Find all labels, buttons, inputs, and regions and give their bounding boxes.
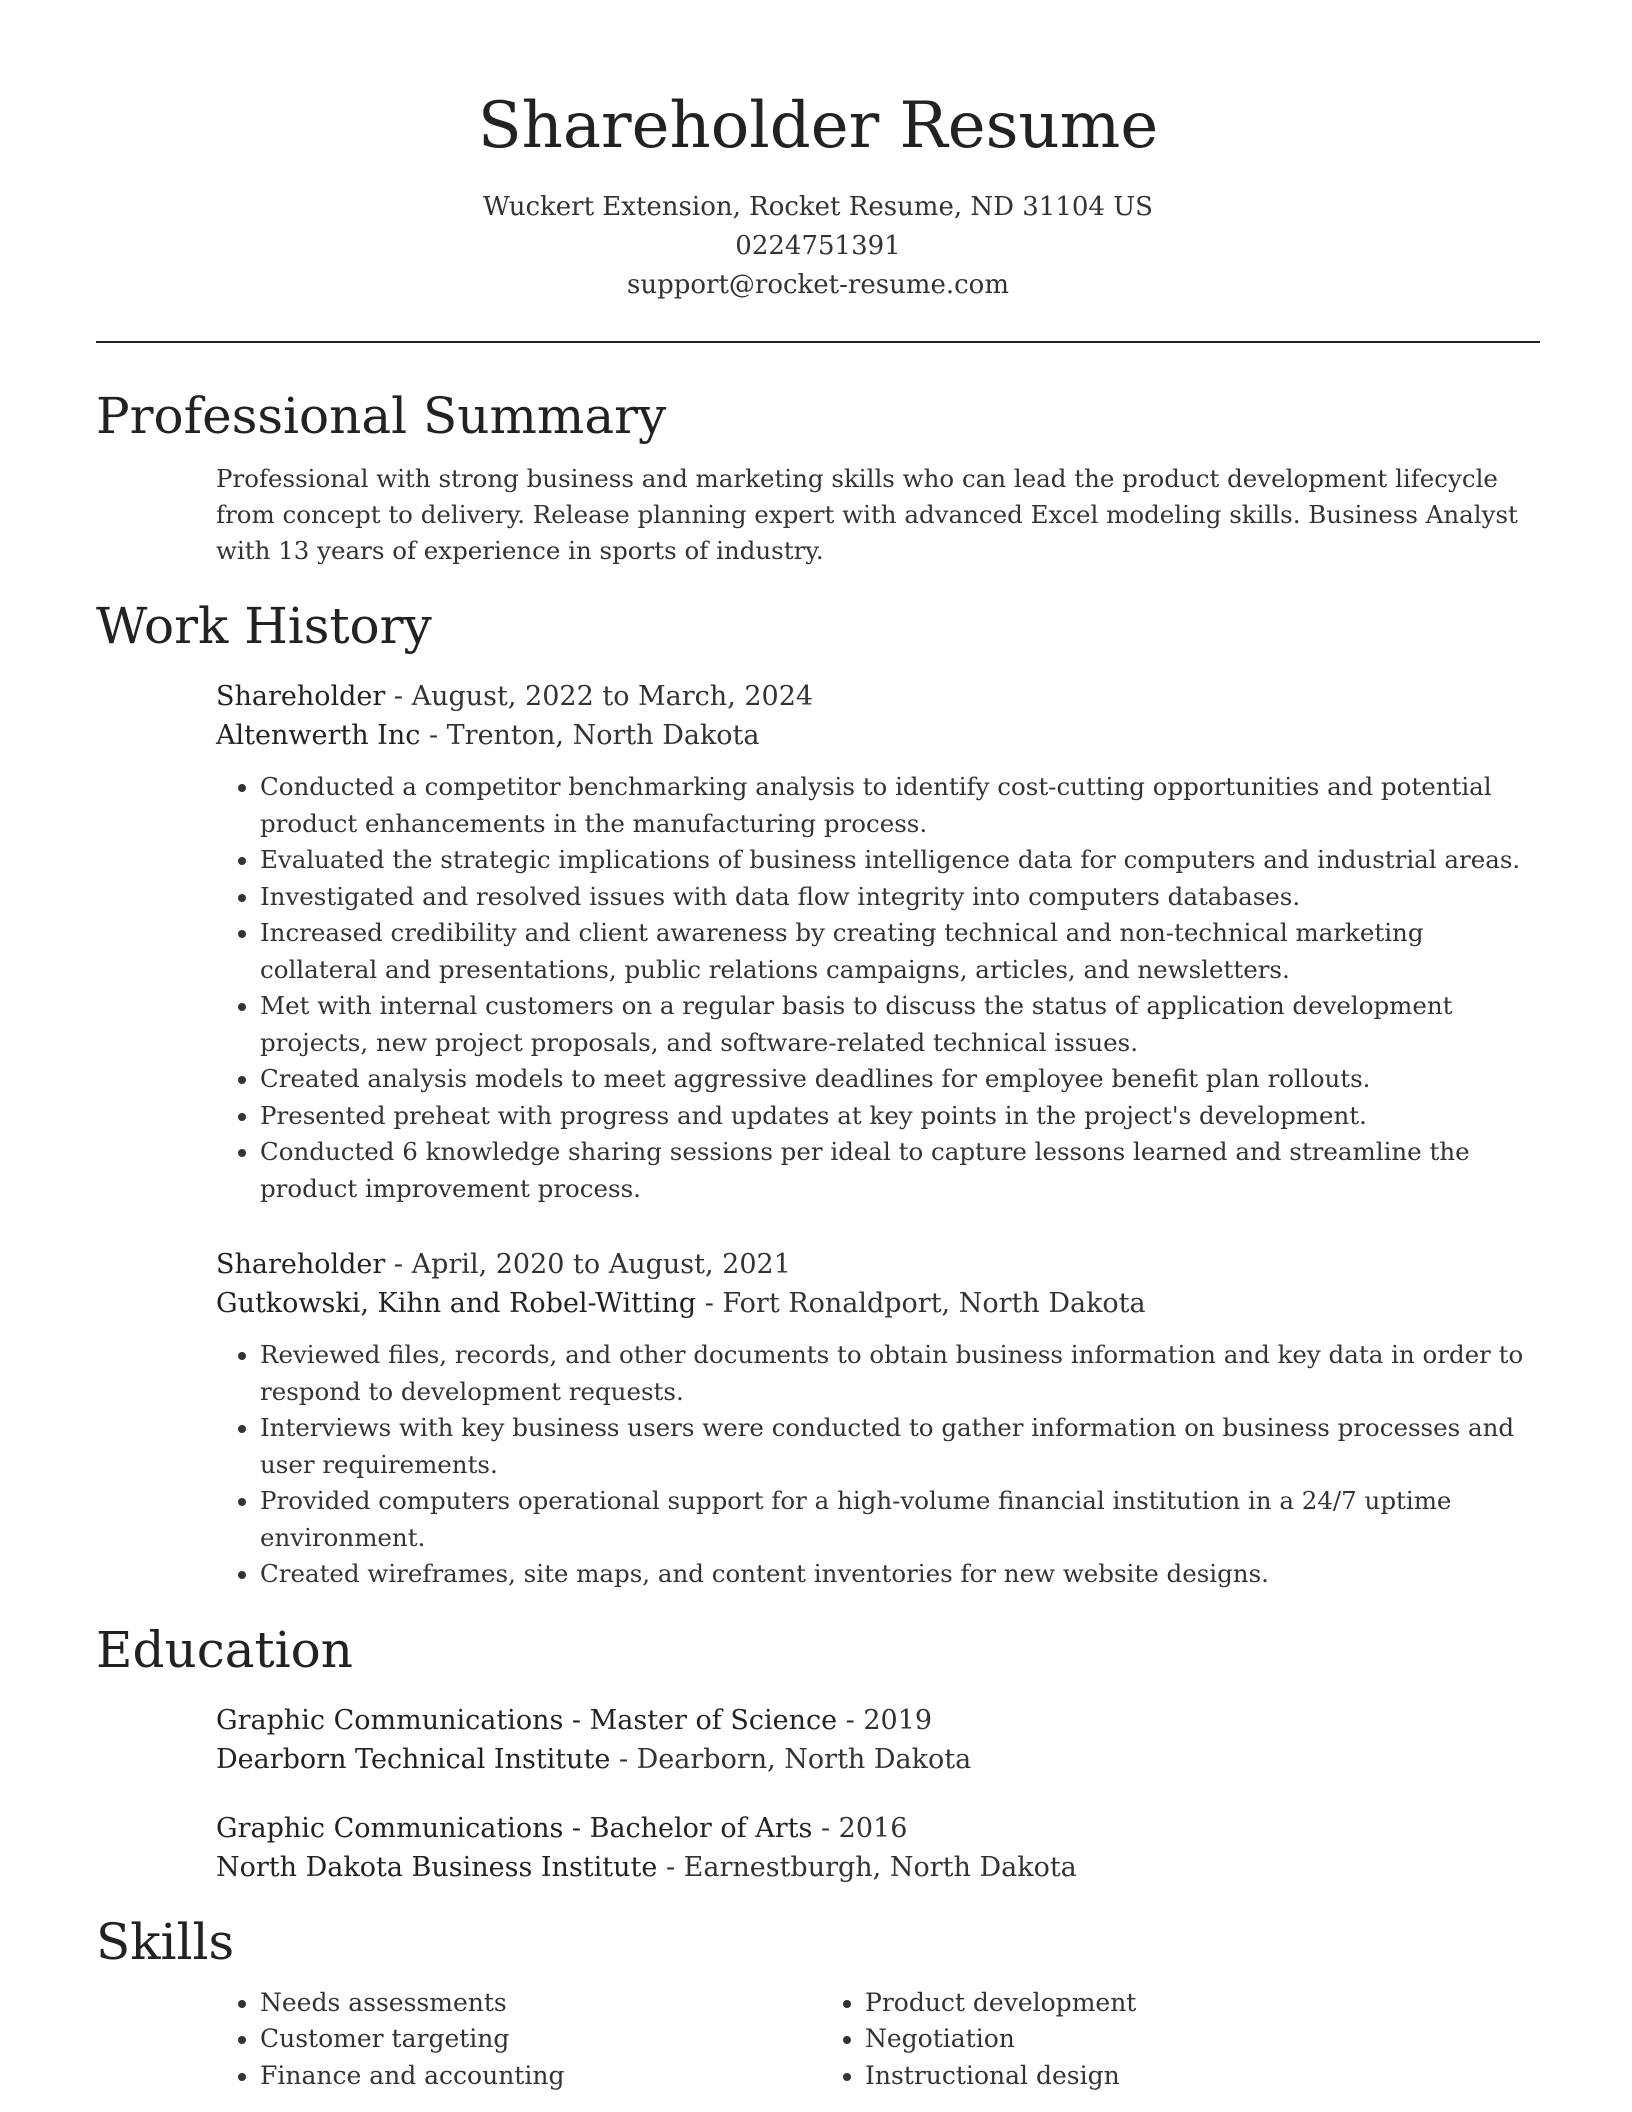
school-location: - Dearborn, North Dakota bbox=[610, 1743, 972, 1775]
list-item: • Provided computers operational support for a high-volume financial institution in a 24/7 uptime environment. bbox=[260, 1483, 1540, 1556]
list-item: • Finance and accounting bbox=[260, 2058, 821, 2095]
work-history-section bbox=[96, 595, 1540, 1593]
job-bullets bbox=[216, 1337, 1540, 1593]
job-company-line bbox=[216, 716, 1540, 755]
list-item: • Investigated and resolved issues with data flow integrity into computers databases. bbox=[260, 879, 1540, 916]
list-item: • Conducted a competitor benchmarking analysis to identify cost-cutting opportunities and potential product enhancements in the manufacturing process. bbox=[260, 769, 1540, 842]
degree-year: - 2016 bbox=[812, 1812, 908, 1844]
list-item: • Created analysis models to meet aggressive deadlines for employee benefit plan rollouts. bbox=[260, 1061, 1540, 1098]
education-entry bbox=[216, 1809, 1540, 1887]
job-entry bbox=[216, 677, 1540, 1207]
list-item: • Presented preheat with progress and updates at key points in the project's development. bbox=[260, 1098, 1540, 1135]
page-title: Shareholder Resume bbox=[477, 89, 1159, 163]
school-name: Dearborn Technical Institute bbox=[216, 1743, 611, 1775]
list-item: • Evaluated the strategic implications of business intelligence data for computers and industrial areas. bbox=[260, 842, 1540, 879]
work-history-heading: Work History bbox=[96, 597, 432, 655]
job-entry bbox=[216, 1245, 1540, 1593]
job-location: - Fort Ronaldport, North Dakota bbox=[696, 1288, 1146, 1319]
degree-name: Graphic Communications - Bachelor of Arts bbox=[216, 1812, 813, 1844]
education-entry bbox=[216, 1701, 1540, 1779]
education-heading: Education bbox=[96, 1620, 353, 1679]
job-dates: - April, 2020 to August, 2021 bbox=[385, 1249, 791, 1280]
skills-column-right bbox=[821, 1985, 1426, 2095]
list-item: • Created wireframes, site maps, and content inventories for new website designs. bbox=[260, 1556, 1540, 1593]
header-divider bbox=[96, 341, 1540, 343]
summary-section bbox=[96, 385, 1540, 569]
job-location: - Trenton, North Dakota bbox=[420, 720, 760, 751]
school-name: North Dakota Business Institute bbox=[216, 1851, 658, 1883]
skills-grid bbox=[216, 1985, 1540, 2095]
resume-page bbox=[96, 0, 1540, 2094]
job-company-line bbox=[216, 1284, 1540, 1323]
contact-info bbox=[96, 188, 1540, 305]
job-role: Shareholder bbox=[216, 1249, 386, 1280]
degree-year: - 2019 bbox=[837, 1704, 933, 1736]
skills-heading: Skills bbox=[96, 1912, 235, 1971]
skills-section bbox=[96, 1911, 1540, 2095]
job-title-line bbox=[216, 1245, 1540, 1284]
summary-text: Professional with strong business and marketing skills who can lead the product development lifecycle from concept to delivery. Release planning expert with advanced Excel modeling skills. Business Analyst with 13 years of experience in sports of industry. bbox=[216, 464, 1518, 565]
list-item: • Reviewed files, records, and other documents to obtain business information and key data in order to respond to development requests. bbox=[260, 1337, 1540, 1410]
degree-name: Graphic Communications - Master of Science bbox=[216, 1704, 838, 1736]
job-company: Altenwerth Inc bbox=[216, 720, 421, 751]
summary-heading: Professional Summary bbox=[96, 387, 667, 445]
email-text: support@rocket-resume.com bbox=[626, 270, 1009, 300]
degree-line bbox=[216, 1809, 1540, 1848]
job-bullets bbox=[216, 769, 1540, 1207]
degree-line bbox=[216, 1701, 1540, 1740]
resume-header bbox=[96, 0, 1540, 305]
list-item: • Interviews with key business users were conducted to gather information on business processes and user requirements. bbox=[260, 1410, 1540, 1483]
job-dates: - August, 2022 to March, 2024 bbox=[385, 681, 814, 712]
list-item: • Product development bbox=[865, 1985, 1426, 2022]
phone-text: 0224751391 bbox=[735, 231, 901, 261]
list-item: • Met with internal customers on a regular basis to discuss the status of application development projects, new project proposals, and software-related technical issues. bbox=[260, 988, 1540, 1061]
school-line bbox=[216, 1740, 1540, 1779]
list-item: • Negotiation bbox=[865, 2021, 1426, 2058]
job-company: Gutkowski, Kihn and Robel-Witting bbox=[216, 1288, 697, 1319]
list-item: • Customer targeting bbox=[260, 2021, 821, 2058]
school-location: - Earnestburgh, North Dakota bbox=[657, 1851, 1077, 1883]
list-item: • Instructional design bbox=[865, 2058, 1426, 2095]
school-line bbox=[216, 1848, 1540, 1887]
address-text: Wuckert Extension, Rocket Resume, ND 31104 US bbox=[483, 192, 1153, 222]
job-title-line bbox=[216, 677, 1540, 716]
job-role: Shareholder bbox=[216, 681, 386, 712]
list-item: • Needs assessments bbox=[260, 1985, 821, 2022]
skills-column-left bbox=[216, 1985, 821, 2095]
education-section bbox=[96, 1619, 1540, 1887]
list-item: • Conducted 6 knowledge sharing sessions per ideal to capture lessons learned and streamline the product improvement process. bbox=[260, 1134, 1540, 1207]
list-item: • Increased credibility and client awareness by creating technical and non-technical marketing collateral and presentations, public relations campaigns, articles, and newsletters. bbox=[260, 915, 1540, 988]
